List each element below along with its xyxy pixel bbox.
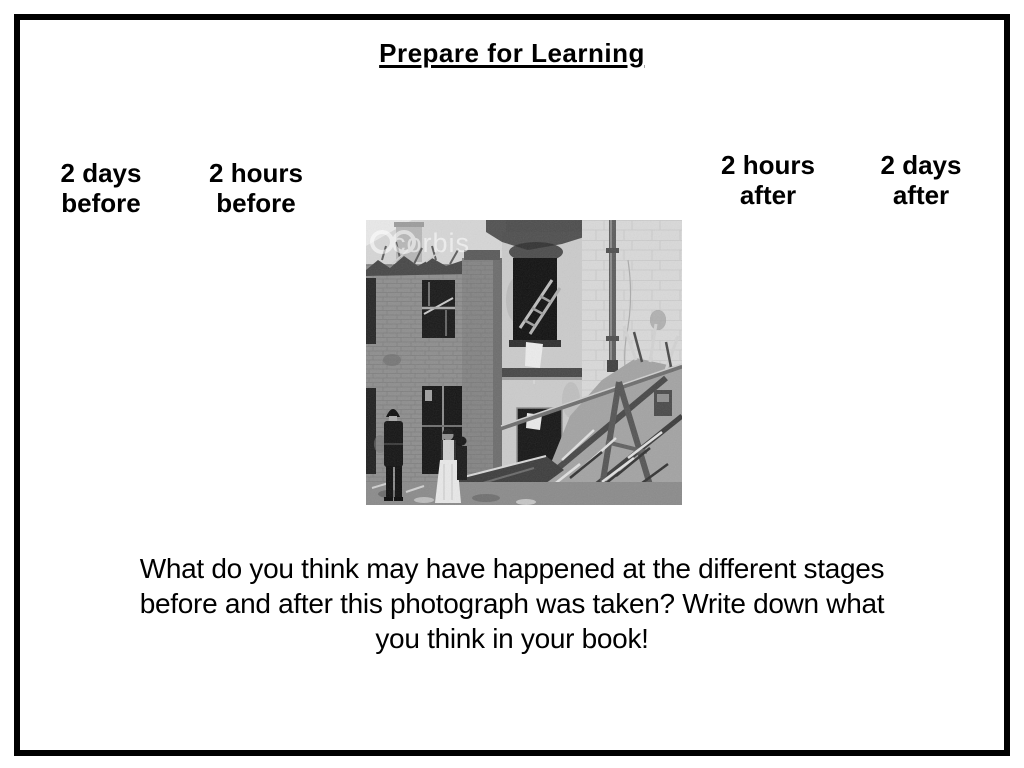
timeline-label-2-hours-before xyxy=(209,158,303,218)
timeline-label-2-hours-after xyxy=(721,150,815,210)
timeline-label-line1: 2 days xyxy=(60,158,142,188)
bomb-damage-photo xyxy=(366,220,682,505)
timeline-label-line2: before xyxy=(216,188,296,218)
timeline-label-line1: 2 hours xyxy=(209,158,303,188)
question-text xyxy=(0,551,1024,656)
question-line: you think in your book! xyxy=(375,623,649,654)
timeline-label-2-days-before xyxy=(61,158,142,218)
timeline-label-line1: 2 days xyxy=(880,150,962,180)
watermark-text: corbis xyxy=(392,228,471,258)
bomb-damage-photo-svg xyxy=(366,220,682,505)
question-line: before and after this photograph was taken? Write down what xyxy=(139,588,885,619)
photo-grain xyxy=(366,220,682,505)
timeline-label-line2: after xyxy=(739,180,797,210)
timeline-label-line1: 2 hours xyxy=(721,150,815,180)
question-line: What do you think may have happened at the different stages xyxy=(139,553,885,584)
timeline-label-2-days-after xyxy=(881,150,962,210)
timeline-label-line2: after xyxy=(892,180,950,210)
timeline-label-line2: before xyxy=(61,188,141,218)
slide-title: Prepare for Learning xyxy=(379,38,645,68)
